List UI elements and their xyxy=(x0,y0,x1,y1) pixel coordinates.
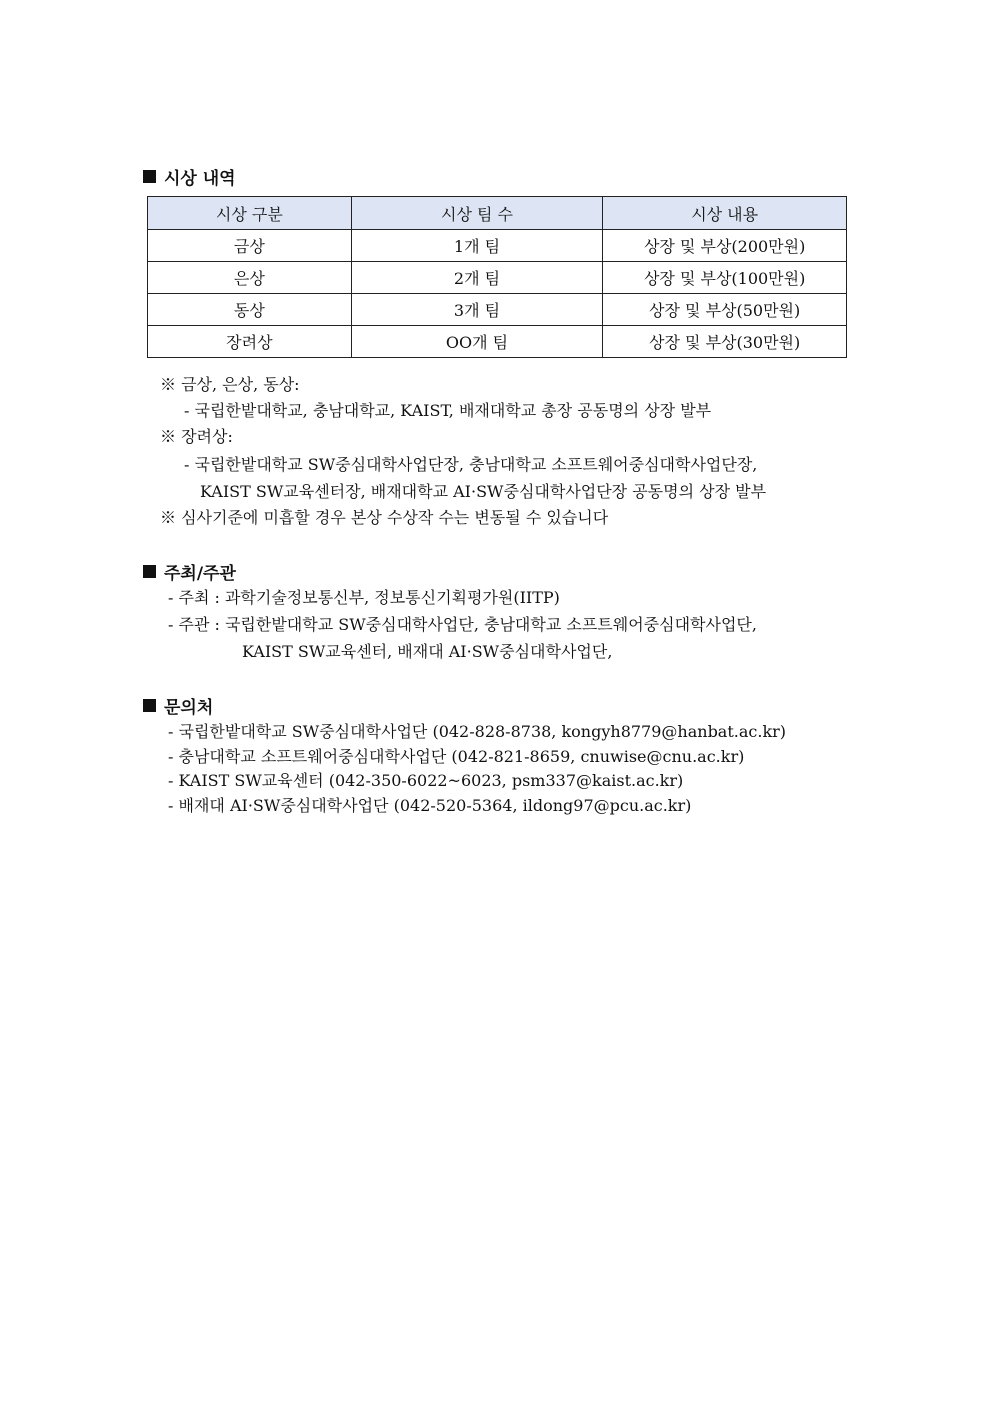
table-row xyxy=(148,230,847,262)
award-category: 금상 xyxy=(148,230,352,262)
organizer-line: - 주최 : 과학기술정보통신부, 정보통신기획평가원(IITP) xyxy=(168,588,560,607)
column-header: 시상 구분 xyxy=(148,197,352,230)
table-row xyxy=(148,294,847,326)
table-row xyxy=(148,326,847,358)
square-bullet-icon xyxy=(143,170,156,183)
award-prize: 상장 및 부상(100만원) xyxy=(603,262,847,294)
award-prize: 상장 및 부상(200만원) xyxy=(603,230,847,262)
awards-note: - 국립한밭대학교 SW중심대학사업단장, 충남대학교 소프트웨어중심대학사업단장, xyxy=(184,455,758,474)
awards-note: - 국립한밭대학교, 충남대학교, KAIST, 배재대학교 총장 공동명의 상장 발부 xyxy=(184,401,712,420)
award-prize: 상장 및 부상(50만원) xyxy=(603,294,847,326)
contact-heading-text: 문의처 xyxy=(164,698,214,718)
square-bullet-icon xyxy=(143,565,156,578)
awards-table xyxy=(147,196,847,358)
award-team-count: 3개 팀 xyxy=(351,294,603,326)
contact-heading xyxy=(143,693,213,718)
awards-heading-text: 시상 내역 xyxy=(164,169,236,189)
table-row xyxy=(148,262,847,294)
square-bullet-icon xyxy=(143,699,156,712)
award-team-count: 1개 팀 xyxy=(351,230,603,262)
organizers-heading xyxy=(143,559,236,584)
award-category: 장려상 xyxy=(148,326,352,358)
contact-line: - 배재대 AI·SW중심대학사업단 (042-520-5364, ildong97@pcu.ac.kr) xyxy=(168,796,692,815)
organizer-line: KAIST SW교육센터, 배재대 AI·SW중심대학사업단, xyxy=(242,642,613,661)
awards-note: KAIST SW교육센터장, 배재대학교 AI·SW중심대학사업단장 공동명의 상장 발부 xyxy=(200,482,767,501)
award-team-count: OO개 팀 xyxy=(351,326,603,358)
award-category: 은상 xyxy=(148,262,352,294)
awards-note: ※ 금상, 은상, 동상: xyxy=(160,375,300,394)
contact-line: - KAIST SW교육센터 (042-350-6022~6023, psm337@kaist.ac.kr) xyxy=(168,771,684,790)
award-prize: 상장 및 부상(30만원) xyxy=(603,326,847,358)
award-category: 동상 xyxy=(148,294,352,326)
contact-line: - 충남대학교 소프트웨어중심대학사업단 (042-821-8659, cnuwise@cnu.ac.kr) xyxy=(168,747,745,766)
column-header: 시상 내용 xyxy=(603,197,847,230)
awards-note: ※ 장려상: xyxy=(160,427,233,446)
organizer-line: - 주관 : 국립한밭대학교 SW중심대학사업단, 충남대학교 소프트웨어중심대학사업단, xyxy=(168,615,757,634)
award-team-count: 2개 팀 xyxy=(351,262,603,294)
contact-line: - 국립한밭대학교 SW중심대학사업단 (042-828-8738, kongyh8779@hanbat.ac.kr) xyxy=(168,722,787,741)
awards-note: ※ 심사기준에 미흡할 경우 본상 수상작 수는 변동될 수 있습니다 xyxy=(160,508,609,527)
awards-heading xyxy=(143,164,236,189)
organizers-heading-text: 주최/주관 xyxy=(164,564,236,584)
column-header: 시상 팀 수 xyxy=(351,197,603,230)
table-header-row xyxy=(148,197,847,230)
